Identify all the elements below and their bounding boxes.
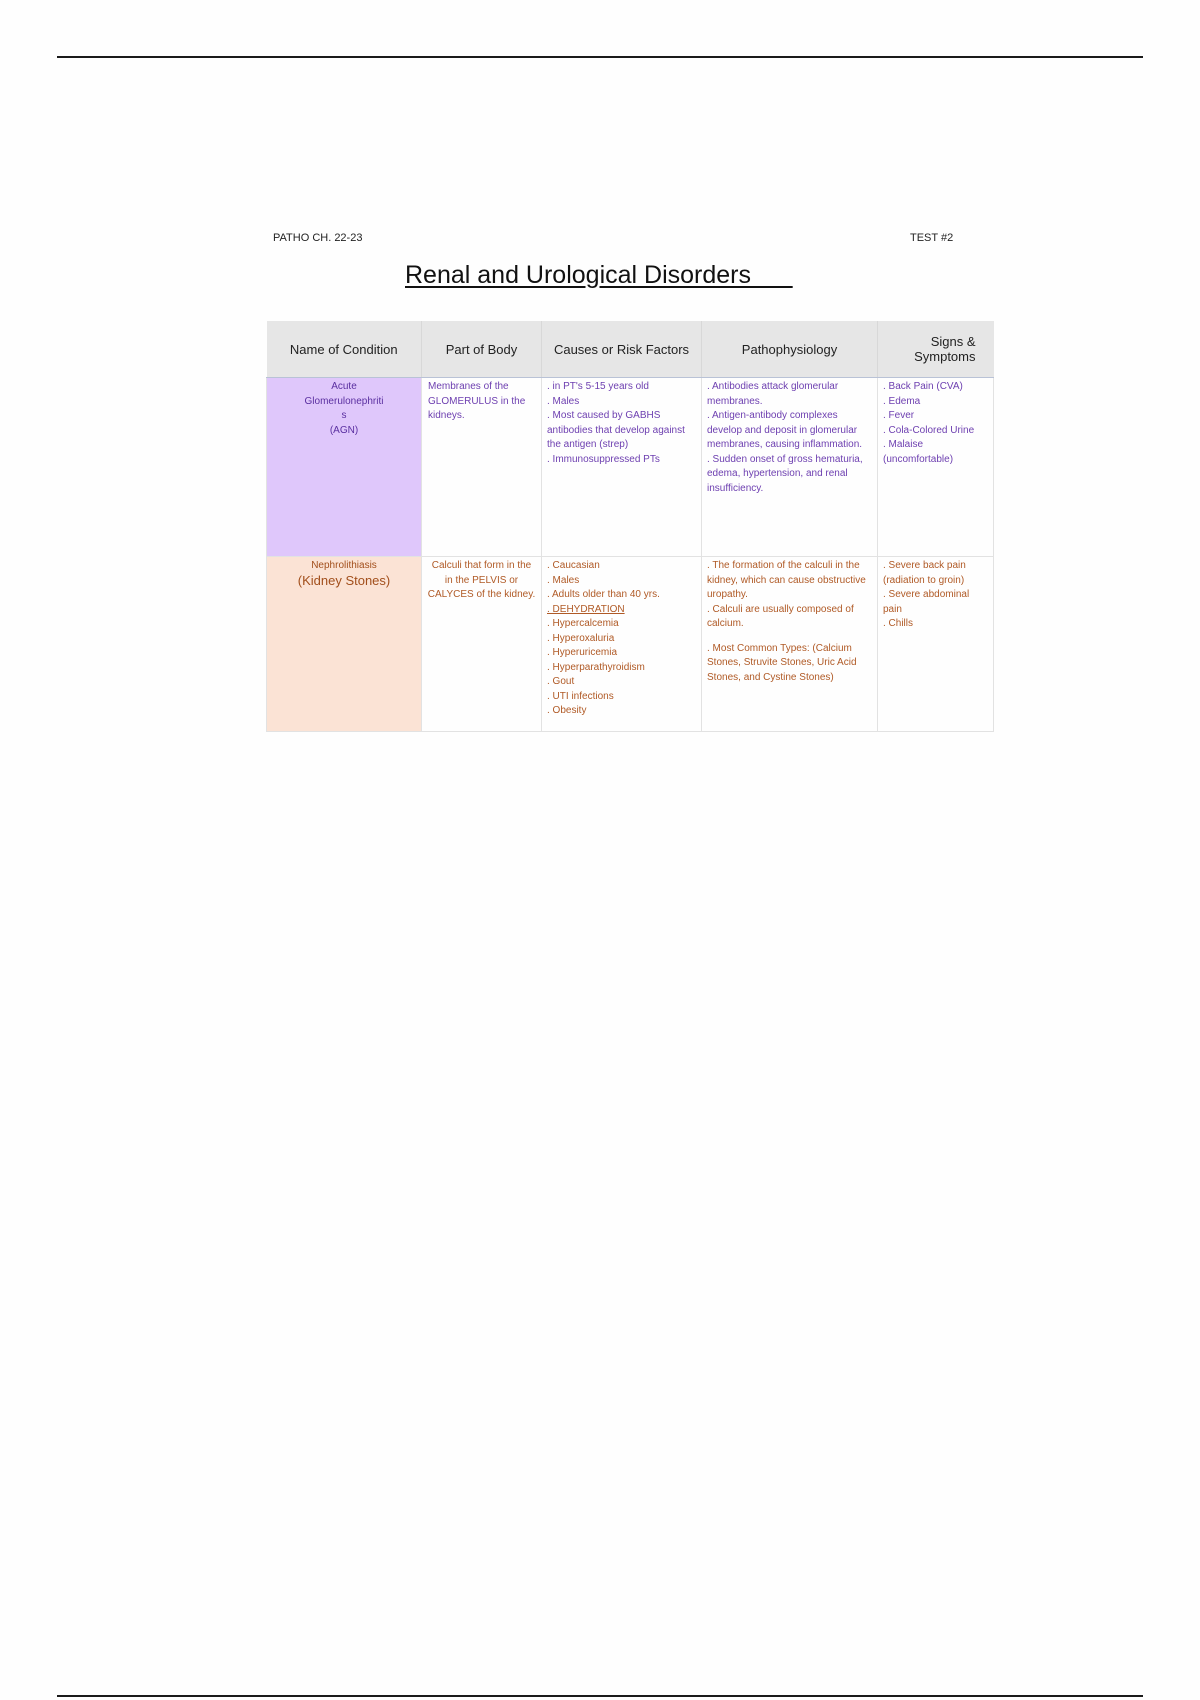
column-header: Part of Body: [422, 321, 542, 378]
pathophysiology-cell: . Antibodies attack glomerular membranes. . Antigen-antibody complexes develop and deposit in glomerular membranes, causing inflammation. . Sudden onset of gross hematuria, edema, hypertension, and renal insufficiency.: [702, 378, 878, 557]
condition-name-cell: Nephrolithiasis (Kidney Stones): [267, 557, 422, 732]
body-part-cell: Membranes of the GLOMERULUS in the kidneys.: [422, 378, 542, 557]
causes-cell: . Caucasian . Males . Adults older than 40 yrs. . DEHYDRATION . Hypercalcemia . Hyperoxaluria . Hyperuricemia . Hyperparathyroidism . Gout . UTI infections . Obesity: [542, 557, 702, 732]
disorders-table: [266, 321, 994, 732]
course-label: PATHO CH. 22-23: [273, 232, 363, 244]
column-header: Pathophysiology: [702, 321, 878, 378]
table-row: [267, 378, 994, 557]
column-header: Name of Condition: [267, 321, 422, 378]
top-rule: [57, 56, 1143, 58]
document-image: [250, 205, 1000, 745]
condition-name-cell: Acute Glomerulonephriti s (AGN): [267, 378, 422, 557]
table-header-row: [267, 321, 994, 378]
page-title: Renal and Urological Disorders: [405, 261, 751, 289]
table-row: [267, 557, 994, 732]
symptoms-cell: . Severe back pain (radiation to groin) . Severe abdominal pain . Chills: [878, 557, 994, 732]
test-label: TEST #2: [910, 232, 954, 244]
body-part-cell: Calculi that form in the in the PELVIS or CALYCES of the kidney.: [422, 557, 542, 732]
pathophysiology-cell: . The formation of the calculi in the kidney, which can cause obstructive uropathy. . Calculi are usually composed of calcium. . Most Common Types: (Calcium Stones, Struvite Stones, Uric Acid Stones, and Cystine Stones): [702, 557, 878, 732]
causes-cell: . in PT's 5-15 years old . Males . Most caused by GABHS antibodies that develop against the antigen (strep) . Immunosuppressed PTs: [542, 378, 702, 557]
symptoms-cell: . Back Pain (CVA) . Edema . Fever . Cola-Colored Urine . Malaise (uncomfortable): [878, 378, 994, 557]
column-header: Causes or Risk Factors: [542, 321, 702, 378]
column-header: Signs & Symptoms: [878, 321, 994, 378]
bottom-rule: [57, 1695, 1143, 1697]
